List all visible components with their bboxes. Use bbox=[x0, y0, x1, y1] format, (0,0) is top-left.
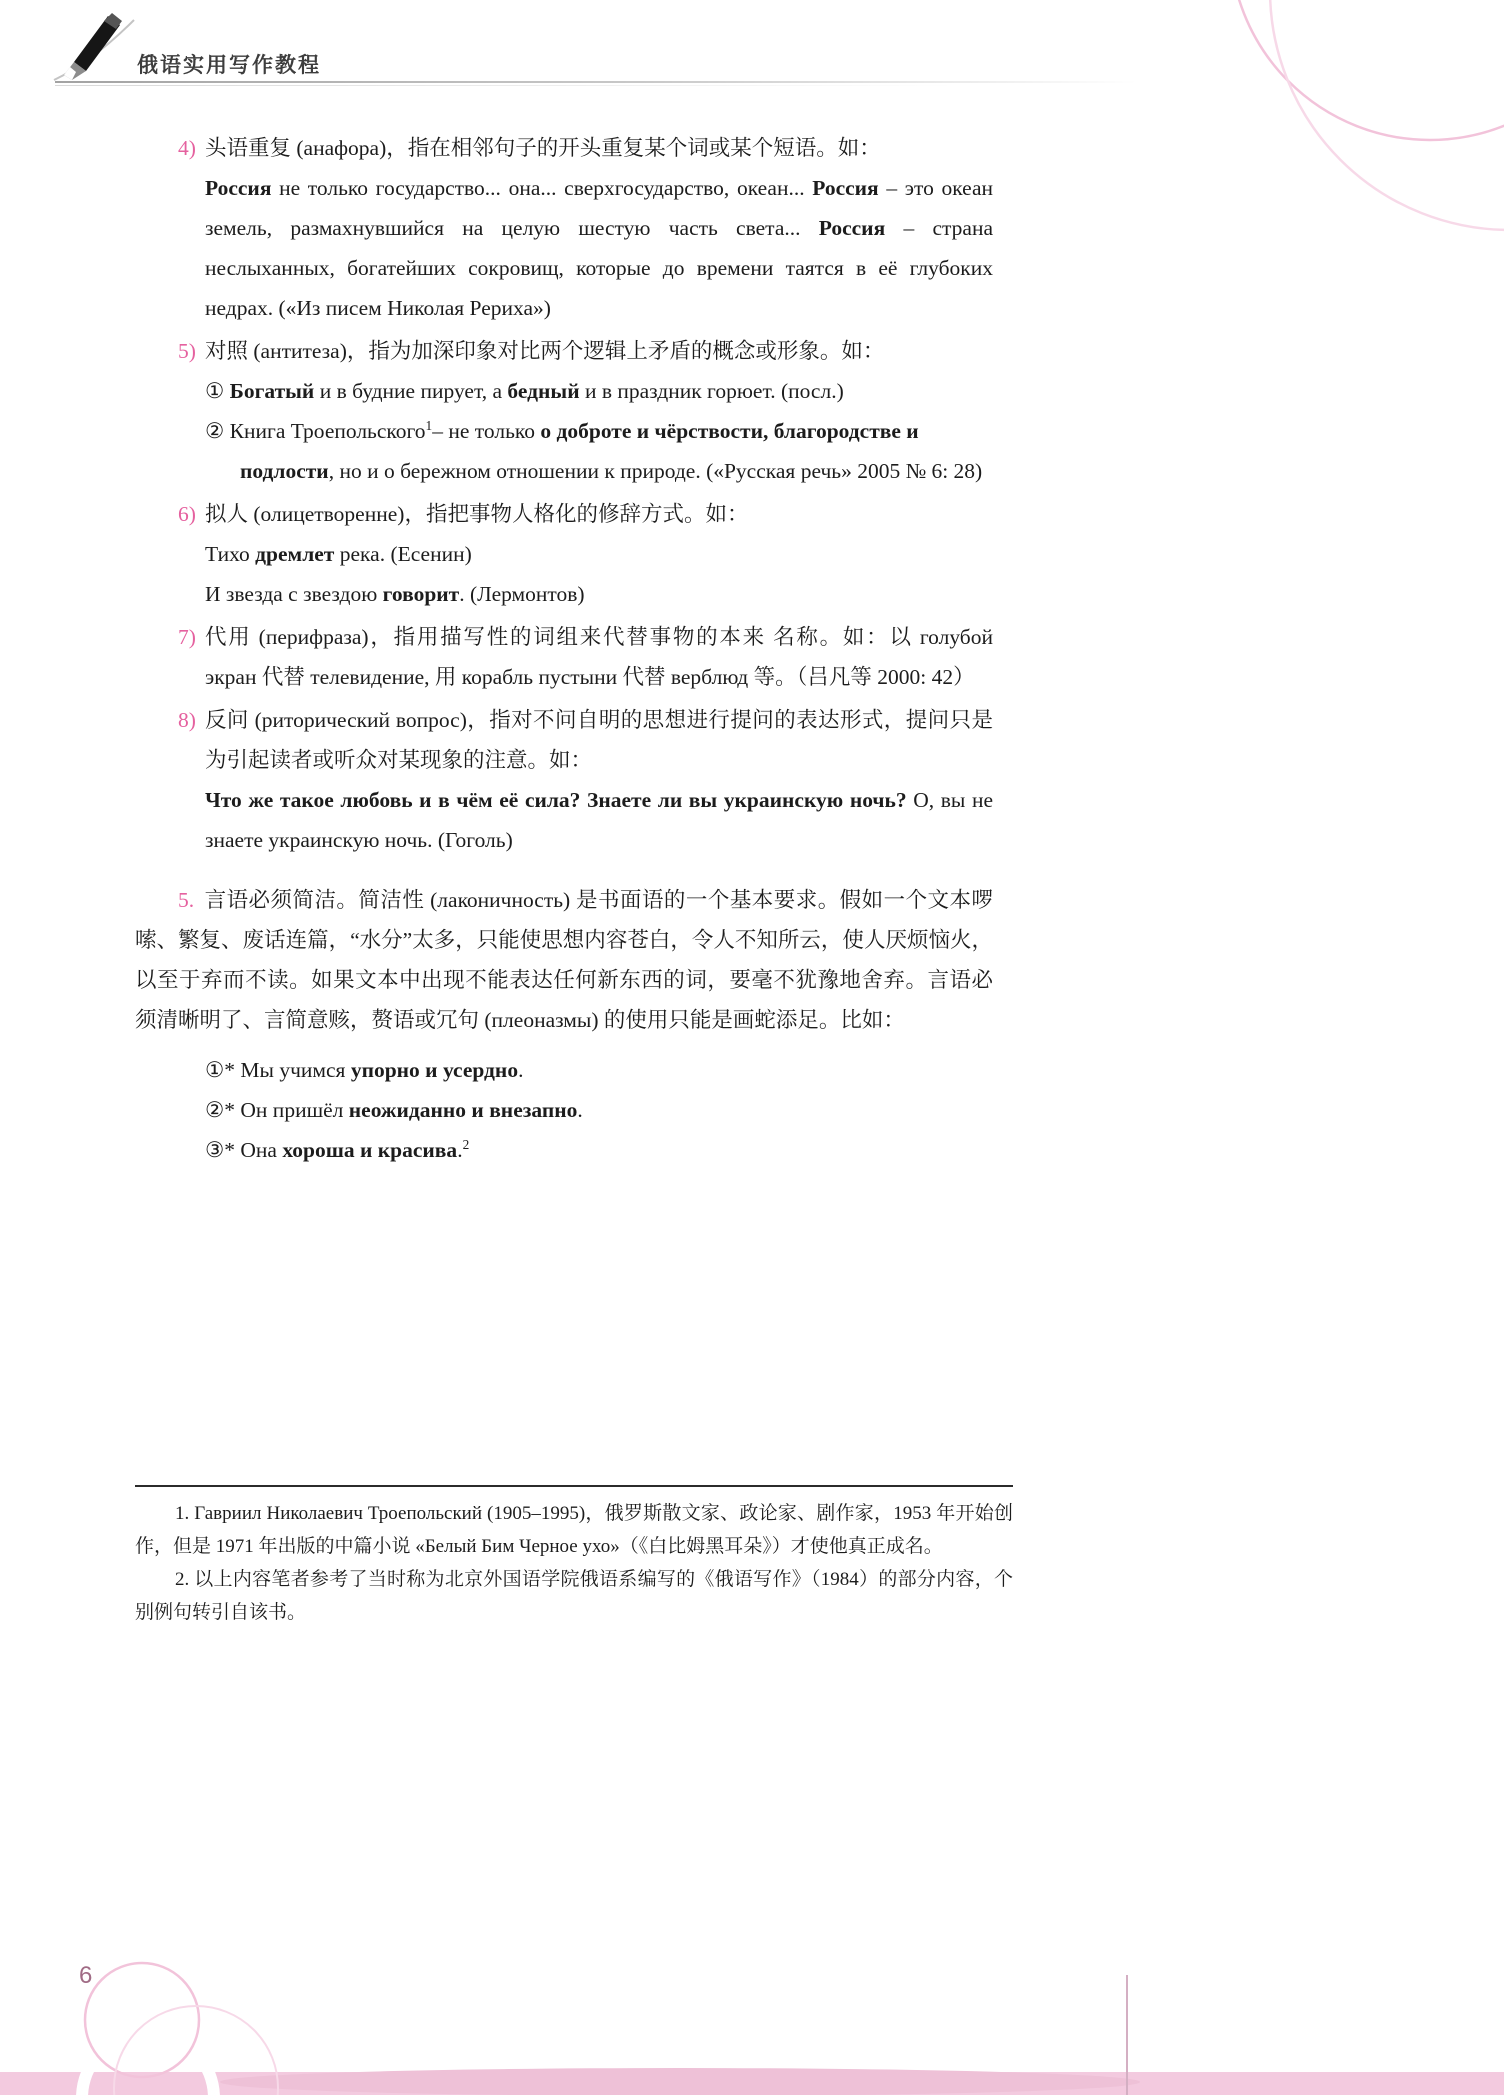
list-item-rhetorical-question bbox=[135, 700, 993, 860]
section-marker: 5. bbox=[178, 888, 195, 912]
item-head: 反问 (риторический вопрос)，指对不问自明的思想进行提问的表达形式，提问只是为引起读者或听众对某现象的注意。如： bbox=[205, 708, 993, 772]
item-head: 对照 (антитеза)，指为加深印象对比两个逻辑上矛盾的概念或形象。如： bbox=[205, 339, 885, 363]
top-right-ornament bbox=[1080, 0, 1504, 240]
item-marker: 4) bbox=[178, 136, 196, 160]
page-number: 6 bbox=[79, 1962, 93, 1989]
list-item-anaphora bbox=[135, 128, 993, 328]
footnote-1: 1. Гавриил Николаевич Троепольский (1905–1995)，俄罗斯散文家、政论家、剧作家，1953 年开始创作，但是 1971 年出版的中篇小说 «Белый Бим Черное ухо»（《白比姆黑耳朵》）才使他真正成名。 bbox=[135, 1503, 1013, 1557]
russian-example-block: Россия не только государство... она... сверхгосударство, океан... Россия – это океан земель, размахнувшийся на целую шестую часть света... Россия – страна неслыханных, богатейших сокровищ, которые до времени таятся в её глубоких недрах. («Из писем Николая Рериха») bbox=[205, 176, 993, 320]
item-marker: 5) bbox=[178, 339, 196, 363]
paragraph-text: 言语必须简洁。简洁性 (лаконичность) 是书面语的一个基本要求。假如一个文本啰嗦、繁复、废话连篇，“水分”太多，只能使思想内容苍白，令人不知所云，使人厌烦恼火，以至于弃而不读。如果文本中出现不能表达任何新东西的词，要毫不犹豫地舍弃。言语必须清晰明了、言简意赅，赘语或冗句 (плеоназмы) 的使用只能是画蛇添足。比如： bbox=[135, 888, 993, 1032]
item-marker: 8) bbox=[178, 708, 196, 732]
item-marker: 7) bbox=[178, 625, 196, 649]
item-head: 头语重复 (анафора)，指在相邻句子的开头重复某个词或某个短语。如： bbox=[205, 136, 881, 160]
example-sentence: ①* Мы учимся упорно и усердно. bbox=[205, 1058, 524, 1082]
footnote-2: 2. 以上内容笔者参考了当时称为北京外国语学院俄语系编写的《俄语写作》（1984）的部分内容，个别例句转引自该书。 bbox=[135, 1569, 1013, 1623]
footnotes bbox=[135, 1485, 1013, 1629]
page-header-title: 俄语实用写作教程 bbox=[137, 54, 321, 77]
item-marker: 6) bbox=[178, 502, 196, 526]
page-content bbox=[135, 128, 993, 1170]
vertical-rule bbox=[1126, 1975, 1128, 2095]
russian-example: И звезда с звездою говорит. (Лермонтов) bbox=[205, 582, 585, 606]
russian-example: Тихо дремлет река. (Есенин) bbox=[205, 542, 472, 566]
list-item-personification bbox=[135, 494, 993, 614]
list-item-antithesis bbox=[135, 331, 993, 491]
paragraph-conciseness bbox=[135, 880, 993, 1040]
example-sentence: ③* Она хороша и красива.$^2$ bbox=[205, 1136, 470, 1162]
header-rule-secondary bbox=[55, 85, 955, 86]
russian-example: ① Богатый и в будние пирует, а бедный и в праздник горюет. (посл.) bbox=[205, 379, 844, 403]
item-head: 代用 (перифраза)，指用描写性的词组来代替事物的本来 名称。如：以 голубой экран 代替 телевидение, 用 корабль пустыни 代替 верблюд 等。（吕凡等 2000: 42） bbox=[205, 625, 993, 689]
russian-example-block: Что же такое любовь и в чём её сила? Знаете ли вы украинскую ночь? О, вы не знаете украинскую ночь. (Гоголь) bbox=[205, 788, 993, 852]
bottom-ornament bbox=[0, 1830, 1504, 2095]
header-rule bbox=[55, 81, 1137, 83]
example-sentence: ②* Он пришёл неожиданно и внезапно. bbox=[205, 1098, 583, 1122]
list-item-periphrasis bbox=[135, 617, 993, 697]
russian-example: ② Книга Троепольского$^1$– не только о доброте и чёрствости, благородстве и подлости, но и о бережном отношении к природе. («Русская речь» 2005 № 6: 28) bbox=[205, 417, 983, 483]
footnote-divider bbox=[135, 1485, 1013, 1487]
item-head: 拟人 (олицетворенне)，指把事物人格化的修辞方式。如： bbox=[205, 502, 749, 526]
pen-logo-icon bbox=[50, 4, 142, 86]
example-list bbox=[135, 1050, 993, 1170]
